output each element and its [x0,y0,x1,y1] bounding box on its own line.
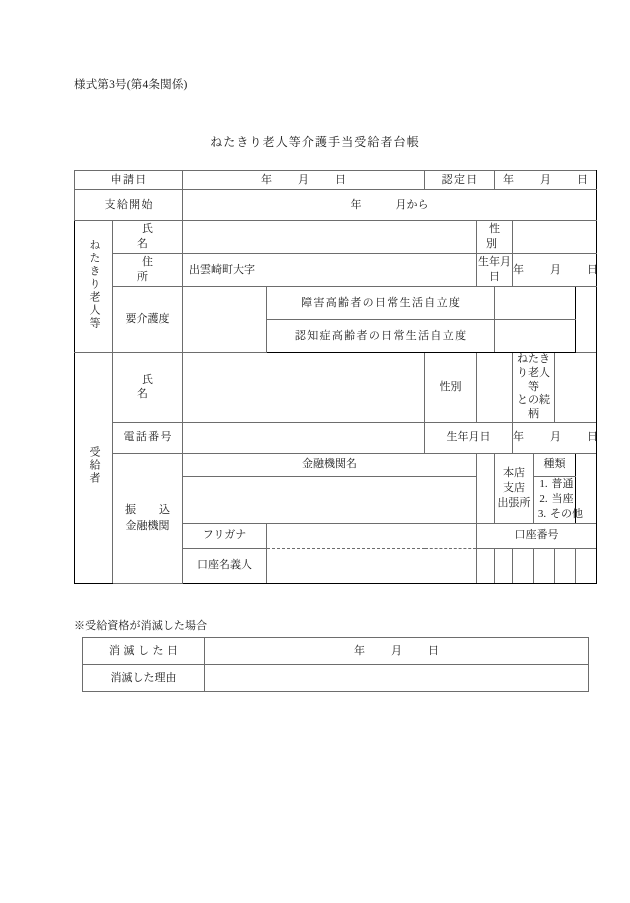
branch-options [495,453,534,523]
furigana-value[interactable] [267,523,477,548]
day-marker: 日 [587,431,598,444]
approval-date-value[interactable] [495,171,597,190]
form-code: 様式第3号(第4条関係) [74,79,188,91]
table-row-bedridden-address [75,254,597,287]
table-row-application-date [75,171,597,190]
approval-date-label: 認定日 [425,171,495,190]
account-holder-label: 口座名義人 [183,548,267,583]
table-row-bedridden-name [75,221,597,254]
furigana-label: フリガナ [183,523,267,548]
account-type-num: 3. [537,508,547,521]
table-row-recipient-phone [75,422,597,453]
account-type-name: 当座 [551,493,574,506]
bedridden-gender-label: 性 別 [477,221,513,254]
account-number-digit-4[interactable] [534,548,555,583]
bank-section-label [113,453,183,583]
account-type-num: 1. [539,478,548,491]
independence-label-physical: 障害高齢者の日常生活自立度 [267,287,495,320]
recipient-gender-label: 性別 [425,353,477,423]
bank-name-label: 金融機関名 [183,453,477,476]
cancellation-reason-value[interactable] [205,665,589,692]
bank-section-label-line1: 振 込 [124,503,177,516]
table-row-cancellation-date [83,638,589,665]
day-marker: 日 [335,173,346,186]
month-marker: 月 [391,644,402,657]
day-marker: 日 [587,263,598,276]
payment-start-value[interactable] [183,190,597,221]
bedridden-address-label: 住 所 [113,254,183,287]
table-row-cancellation-reason [83,665,589,692]
cancellation-note: ※受給資格が消滅した場合 [74,620,208,632]
care-level-label: 要介護度 [113,287,183,353]
application-date-value[interactable] [183,171,425,190]
year-marker: 年 [513,431,524,444]
account-holder-value[interactable] [267,548,477,583]
bedridden-birthdate-label: 生年月日 [477,254,513,287]
bedridden-gender-value[interactable] [513,221,597,254]
recipient-birthdate-value[interactable] [513,422,597,453]
account-number-digit-6[interactable] [576,548,597,583]
year-marker: 年 [513,263,524,276]
table-row-payment-start [75,190,597,221]
account-number-digit-5[interactable] [555,548,576,583]
table-row-care-level-1 [75,287,597,320]
cancellation-table [82,637,589,692]
table-row-recipient-name [75,353,597,423]
recipient-relation-label-line2: との続柄 [517,394,550,420]
recipient-gender-value[interactable] [477,353,513,423]
account-type-num: 2. [539,493,548,506]
month-marker: 月 [550,431,561,444]
bank-section-label-line2: 金融機関 [125,520,170,533]
account-type-option-futsu[interactable] [534,477,575,492]
recipient-relation-label [513,353,555,423]
recipient-section-label: 受給者 [75,353,113,584]
day-marker: 日 [428,644,439,657]
bedridden-name-label: 氏 名 [113,221,183,254]
bedridden-section-label: ねたきり老人等 [75,221,113,353]
account-number-label: 口座番号 [477,523,597,548]
branch-option-head-office: 本店 [503,466,525,479]
bedridden-name-value[interactable] [183,221,477,254]
branch-option-branch: 支店 [503,481,525,494]
year-marker: 年 [354,644,365,657]
independence-value-dementia[interactable] [495,320,576,353]
branch-option-sub-branch: 出張所 [497,496,531,509]
year-marker: 年 [261,173,272,186]
recipient-register-table [74,170,597,584]
day-marker: 日 [577,173,589,186]
recipient-relation-label-line1: ねたきり老人等 [517,353,550,393]
account-type-name: その他 [550,508,583,521]
month-marker: 月 [298,173,309,186]
month-marker: 月 [550,263,561,276]
account-type-name: 普通 [551,478,574,491]
account-type-option-other[interactable] [534,507,583,522]
month-marker: 月 [540,173,552,186]
bedridden-birthdate-value[interactable] [513,254,597,287]
recipient-name-label: 氏 名 [113,353,183,423]
table-row-bank-name-header [75,453,597,476]
bedridden-address-value[interactable]: 出雲崎町大字 [183,254,477,287]
year-marker: 年 [503,173,515,186]
account-number-digit-2[interactable] [495,548,513,583]
cancellation-reason-label: 消滅した理由 [83,665,205,692]
recipient-phone-label: 電話番号 [113,422,183,453]
independence-label-dementia: 認知症高齢者の日常生活自立度 [267,320,495,353]
recipient-phone-value[interactable] [183,422,425,453]
year-marker: 年 [350,198,362,211]
account-number-digit-3[interactable] [513,548,534,583]
branch-value[interactable] [477,453,495,523]
month-from-marker: 月から [395,198,429,211]
independence-value-physical[interactable] [495,287,576,320]
account-type-option-toza[interactable] [534,492,575,507]
bank-name-value[interactable] [183,476,477,523]
cancellation-date-value[interactable] [205,638,589,665]
cancellation-date-label: 消滅した日 [83,638,205,665]
application-date-label: 申請日 [75,171,183,190]
recipient-relation-value[interactable] [555,353,597,423]
account-type-options[interactable] [534,476,583,523]
payment-start-label: 支給開始 [75,190,183,221]
account-number-digit-1[interactable] [477,548,495,583]
care-level-value[interactable] [183,287,267,353]
account-type-label: 種類 [534,453,576,476]
recipient-birthdate-label: 生年月日 [425,422,513,453]
page-title: ねたきり老人等介護手当受給者台帳 [210,135,420,149]
recipient-name-value[interactable] [183,353,425,423]
